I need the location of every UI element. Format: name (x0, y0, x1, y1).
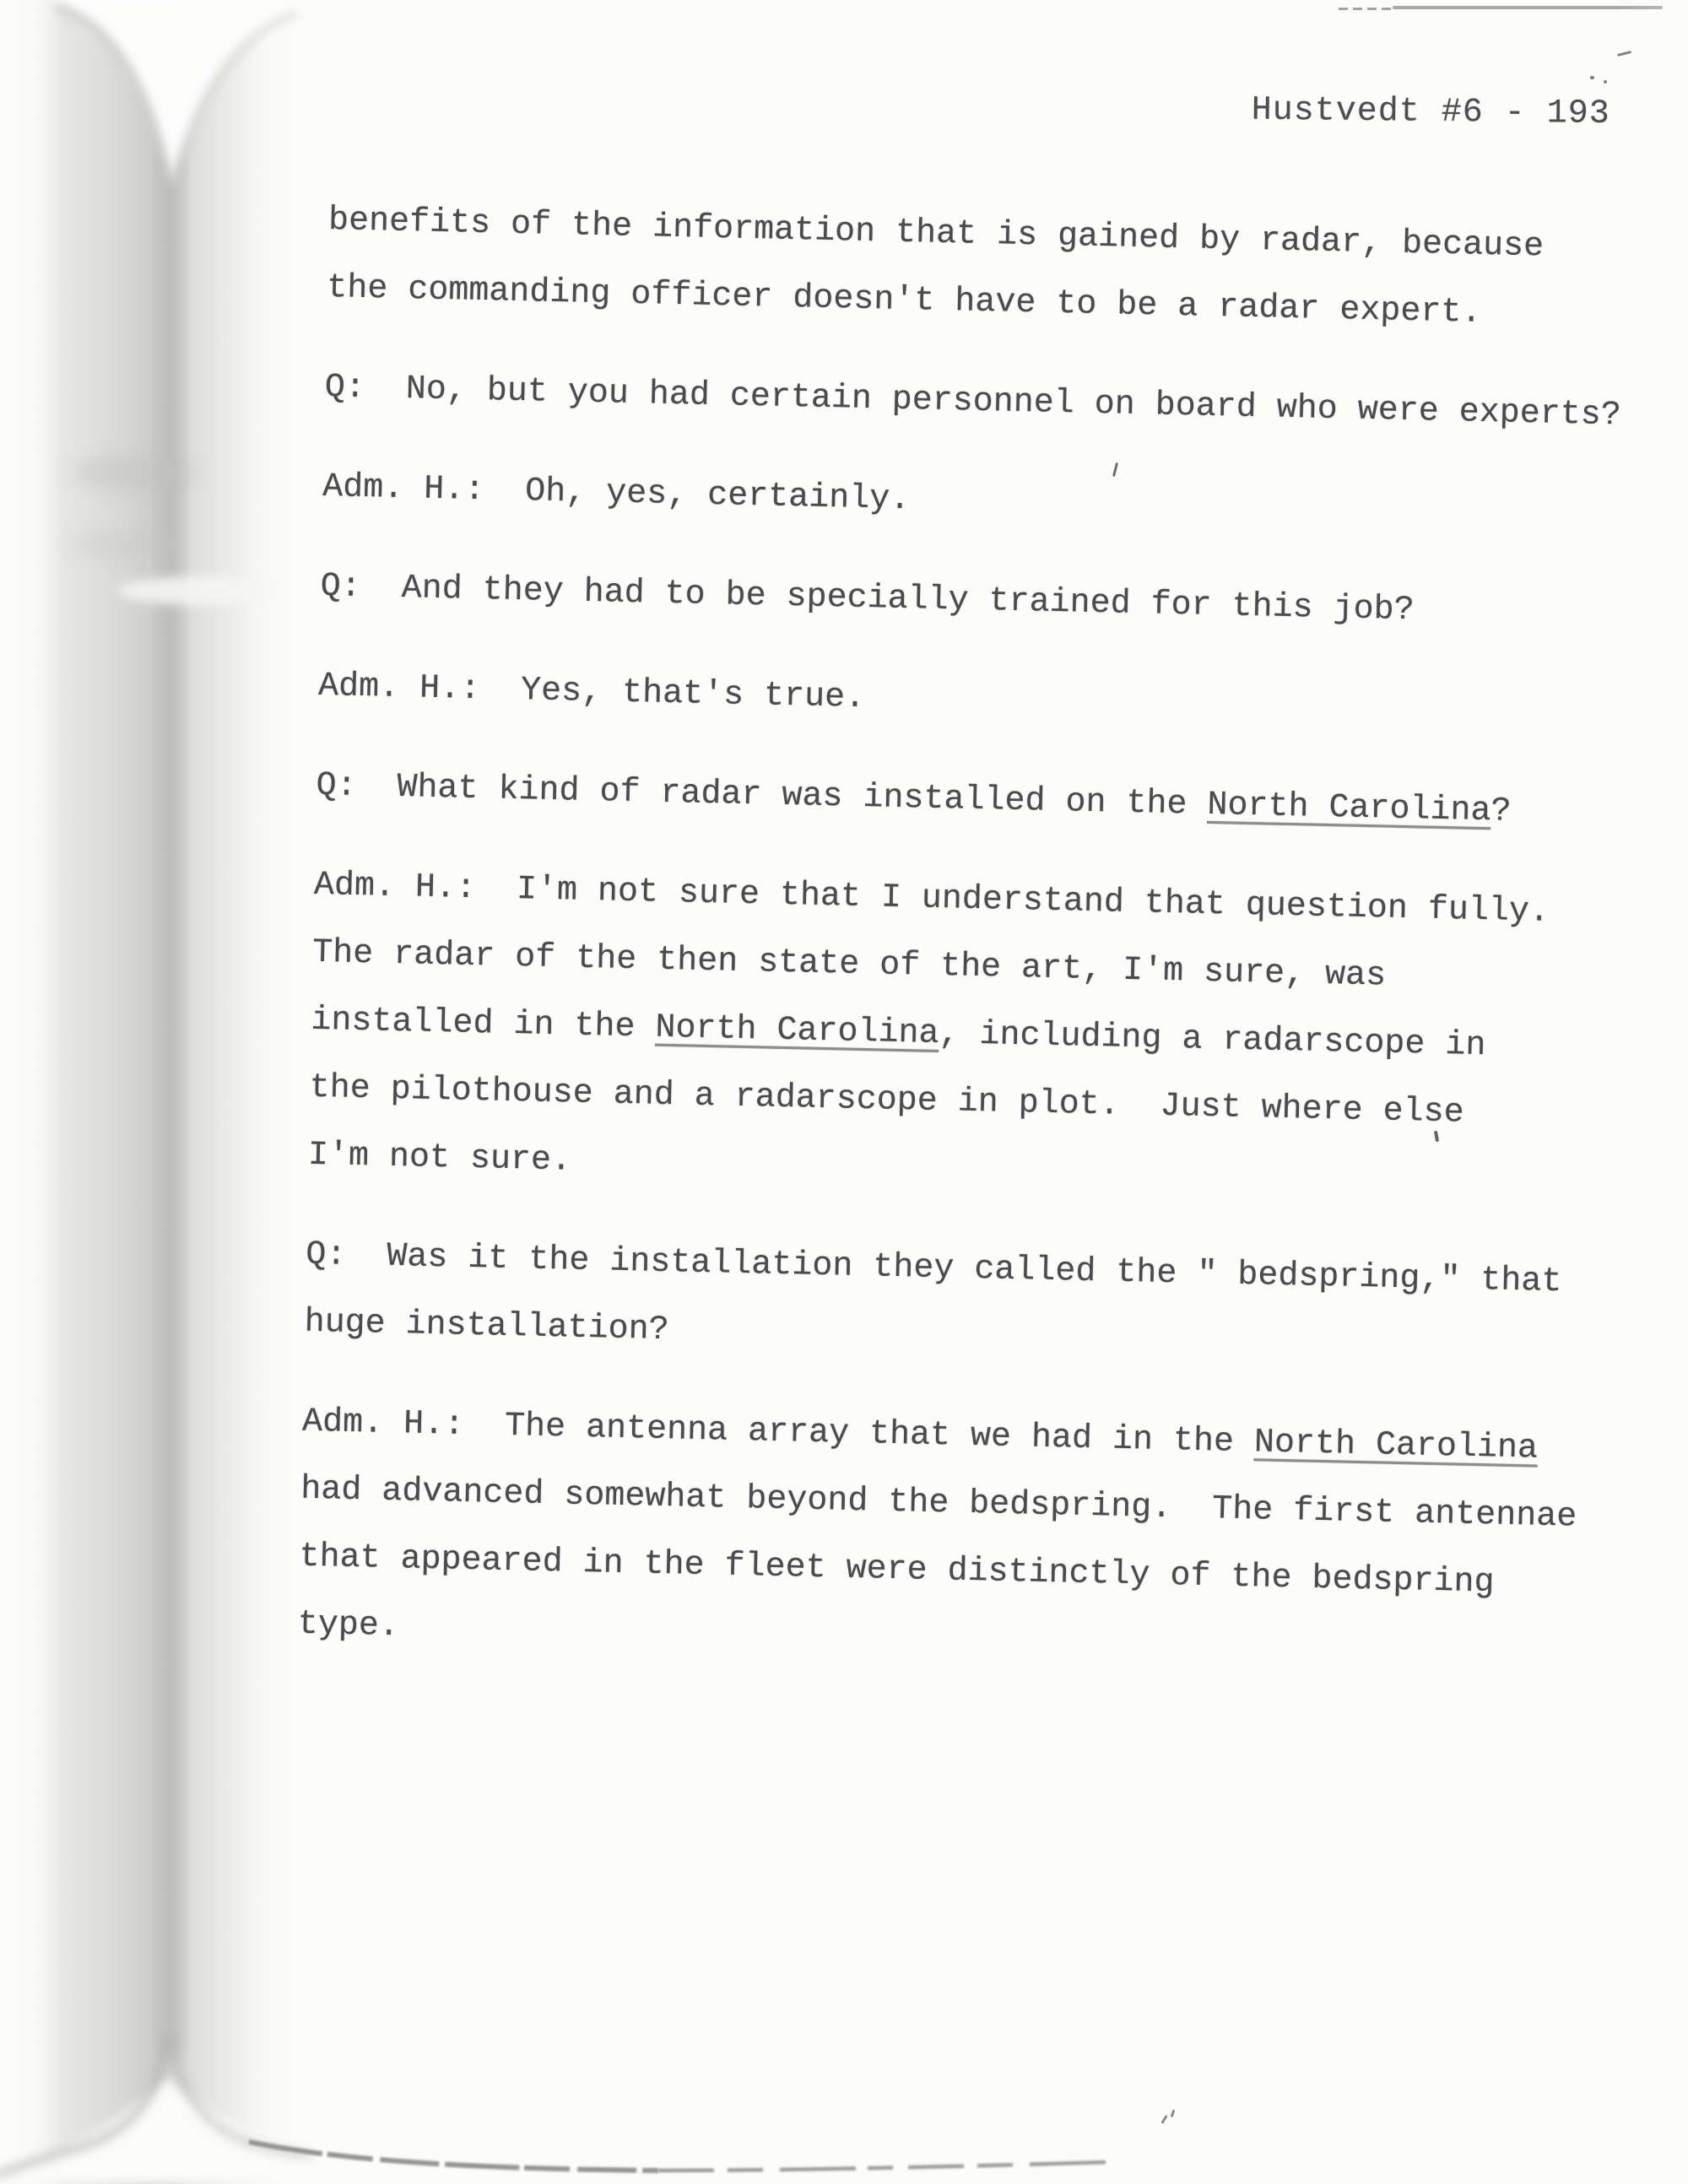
page-header-text: Hustvedt #6 - 193 (1251, 91, 1610, 133)
stray-dash-mark (1617, 51, 1631, 57)
text-segment: benefits of the information that is gained by radar, because (327, 201, 1545, 267)
underlined-ship-name: North Carolina (1253, 1424, 1539, 1468)
text-segment: the commanding officer doesn't have to be a radar expert. (326, 268, 1482, 332)
text-segment: huge installation? (304, 1303, 670, 1350)
text-segment: that appeared in the fleet were distinctly of the bedspring (299, 1538, 1495, 1603)
text-segment: I'm not sure. (307, 1136, 572, 1181)
answer-2 (317, 653, 1652, 749)
transcript-line (324, 354, 1658, 451)
transcript (296, 187, 1662, 1720)
transcript-line (320, 554, 1654, 650)
question-2 (320, 554, 1654, 650)
transcript-line (317, 653, 1652, 749)
question-1 (324, 354, 1658, 451)
text-segment: Adm. H.: Oh, yes, certainly. (322, 468, 911, 520)
text-segment: Adm. H.: I'm not sure that I understand that question fully. (313, 866, 1550, 932)
stray-dot-mark (1604, 80, 1607, 84)
scan-gutter-shadow (0, 0, 354, 2184)
text-segment: Adm. H.: The antenna array that we had in the (301, 1403, 1255, 1462)
text-segment: type. (297, 1605, 400, 1646)
stray-bottom-mark (1160, 2115, 1167, 2124)
transcript-line (316, 753, 1650, 849)
answer-4 (297, 1389, 1637, 1688)
text-segment: Adm. H.: Yes, that's true. (317, 667, 866, 717)
underlined-ship-name: North Carolina (654, 1008, 939, 1053)
text-segment: Q: Was it the installation they called the " bedspring," that (305, 1235, 1562, 1302)
stray-dot-mark (1590, 76, 1594, 79)
text-segment: ? (1490, 792, 1512, 831)
text-segment: Q: And they had to be specially trained for this job? (320, 567, 1415, 630)
text-segment: The radar of the then state of the art, I'm sure, was (311, 933, 1387, 996)
scan-edge-dashes-top (1339, 8, 1393, 10)
answer-3 (307, 852, 1647, 1219)
scan-edge-line-top (1393, 6, 1663, 9)
question-3 (316, 753, 1650, 849)
narration-continued (327, 187, 1663, 351)
text-segment: , including a radarscope in (938, 1015, 1486, 1066)
scan-edge-line-bottom (219, 2110, 1148, 2184)
transcript-line (322, 454, 1656, 550)
stray-bottom-mark (1171, 2110, 1176, 2117)
underlined-ship-name: North Carolina (1206, 786, 1491, 831)
text-segment: installed in the (310, 1001, 656, 1047)
text-segment: Q: No, but you had certain personnel on board who were experts? (324, 368, 1622, 435)
text-segment: the pilothouse and a radarscope in plot. Just where else (309, 1068, 1465, 1133)
answer-1 (322, 454, 1656, 550)
question-4 (304, 1222, 1640, 1386)
text-segment: Q: What kind of radar was installed on the (316, 766, 1208, 824)
text-segment: had advanced somewhat beyond the bedspring. The first antennae (300, 1470, 1577, 1537)
